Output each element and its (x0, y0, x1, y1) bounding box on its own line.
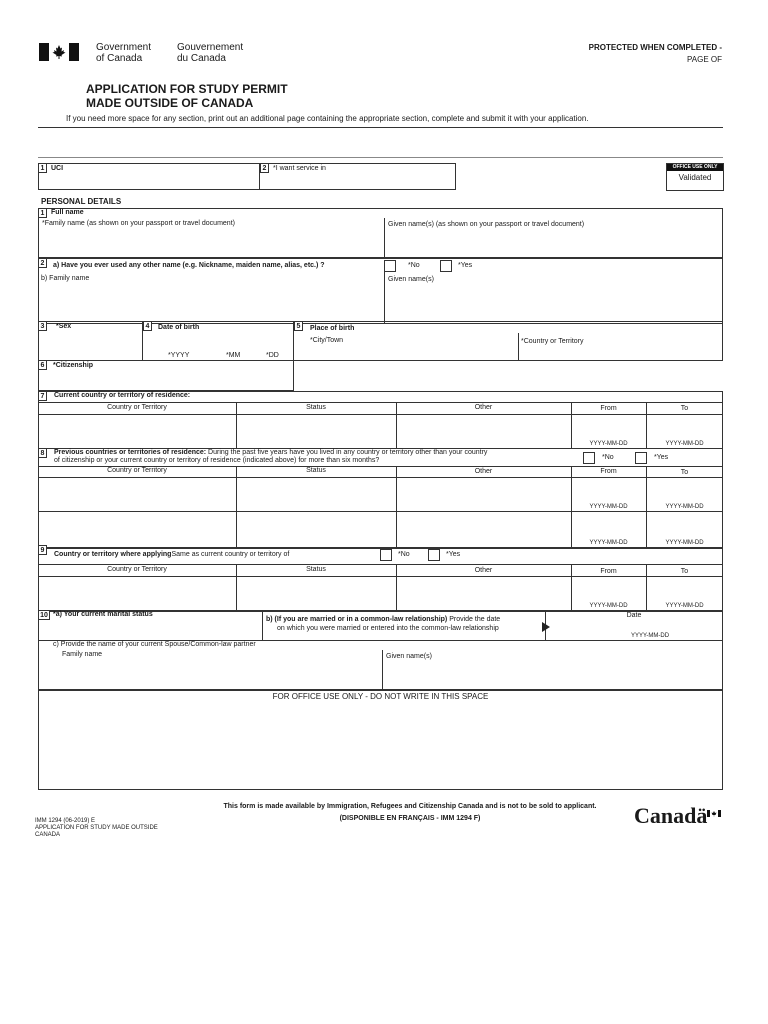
q8-col-from: From (600, 468, 617, 475)
instructions-text: If you need more space for any section, print out an additional page containing the appropriate section, complete and submit it with your application. (66, 114, 589, 123)
q10b-label-rest: Provide the date (447, 616, 501, 623)
protected-label: PROTECTED WHEN COMPLETED - (588, 43, 722, 52)
q7-col-status: Status (306, 404, 326, 411)
form-title (86, 82, 288, 110)
sex-label: *Sex (56, 323, 72, 330)
q8-col-country: Country or Territory (107, 467, 167, 474)
q8-col1 (236, 466, 237, 548)
marriage-date-input[interactable] (560, 622, 710, 632)
q7-to-format: YYYY-MM-DD (665, 441, 704, 447)
q8-label-line2: of citizenship or your current country or territory of residence (indicated above) for more than six months? (54, 457, 380, 464)
city-input[interactable] (310, 347, 514, 359)
other-names-no-label: *No (408, 262, 420, 269)
dob-input[interactable] (146, 336, 290, 350)
q9-no-checkbox[interactable] (380, 549, 392, 561)
q8-no-checkbox[interactable] (583, 452, 595, 464)
family-name-label: *Family name (as shown on your passport or travel document) (42, 220, 235, 227)
q8-col-status: Status (306, 467, 326, 474)
q8-number: 8 (38, 448, 47, 458)
q9-no-label: *No (398, 551, 410, 558)
uci-input[interactable] (42, 176, 254, 188)
q7-status-input[interactable] (240, 418, 392, 444)
spouse-name-label: c) Provide the name of your current Spouse/Common-law partner (53, 641, 256, 648)
q8-row2-country-input[interactable] (42, 515, 232, 543)
other-family-name-input[interactable] (42, 290, 378, 318)
q2-other-names-number: 2 (38, 258, 47, 268)
q8-row2-from-format: YYYY-MM-DD (589, 540, 628, 546)
dob-label: Date of birth (158, 324, 200, 331)
q8-row2-to-input[interactable] (650, 515, 720, 537)
q7-header-line (38, 402, 723, 403)
gov-fr-line1: Gouvernement (177, 42, 244, 53)
other-names-yes-label: *Yes (458, 262, 473, 269)
arrow-right-icon (542, 622, 550, 632)
q9-to-format: YYYY-MM-DD (665, 603, 704, 609)
service-language-select[interactable] (264, 176, 452, 188)
other-given-name-label: Given name(s) (388, 276, 434, 283)
other-names-question: a) Have you ever used any other name (e.g. Nickname, maiden name, alias, etc.) ? (53, 262, 325, 269)
applying-country-question (54, 551, 289, 559)
header-divider-2 (38, 157, 723, 158)
q10-number: 10 (38, 610, 50, 620)
q9-col-status: Status (306, 566, 326, 573)
q7-col-to: To (680, 405, 689, 412)
current-residence-label: Current country or territory of residence: (54, 392, 191, 399)
q9-col-other: Other (474, 567, 493, 574)
q5-number: 5 (294, 321, 303, 331)
citizenship-input[interactable] (42, 373, 290, 387)
marital-status-select[interactable] (42, 622, 260, 638)
government-name-english (96, 42, 151, 64)
q8-row-divider (38, 511, 723, 512)
form-code: IMM 1294 (06-2019) E (35, 818, 96, 824)
q7-to-input[interactable] (650, 418, 720, 438)
dob-dd: *DD (266, 352, 279, 359)
family-name-input[interactable] (42, 234, 378, 254)
q8-label-rest: During the past five years have you lived in any country or territory other than your country (206, 449, 488, 456)
service-language-label: *I want service in (273, 165, 326, 172)
marriage-date-format: YYYY-MM-DD (630, 633, 670, 639)
gov-fr-line2: du Canada (177, 53, 226, 64)
q9-header-line (38, 564, 723, 565)
personal-details-heading: PERSONAL DETAILS (41, 197, 122, 206)
q7-from-format: YYYY-MM-DD (589, 441, 628, 447)
citizenship-label: *Citizenship (53, 362, 94, 369)
spouse-given-name-label: Given name(s) (386, 653, 432, 660)
q8-col2 (396, 466, 397, 548)
form-identifier (35, 818, 158, 839)
q9-label-bold: Country or territory where applying (54, 551, 172, 558)
q7-number: 7 (38, 391, 47, 401)
form-name-line1: APPLICATION FOR STUDY MADE OUTSIDE (35, 825, 158, 831)
form-title-line1: APPLICATION FOR STUDY PERMIT (86, 82, 288, 96)
pob-country-label: *Country or Territory (521, 338, 584, 345)
government-flag-logo (39, 43, 79, 61)
q1-number: 1 (38, 163, 47, 173)
q7-col-from: From (600, 405, 617, 412)
other-names-yes-checkbox[interactable] (440, 260, 452, 272)
q9-label-rest: Same as current country or territory of (171, 551, 290, 558)
header-divider (38, 127, 723, 128)
q8-yes-checkbox[interactable] (635, 452, 647, 464)
french-availability-notice: (DISPONIBLE EN FRANÇAIS - IMM 1294 F) (339, 815, 481, 822)
canada-wordmark-flag (707, 804, 721, 811)
q8-row1-to-input[interactable] (650, 481, 720, 501)
q9-col-from: From (600, 568, 617, 575)
q8-row1-status-input[interactable] (240, 481, 392, 507)
marital-status-label: *a) Your current marital status (53, 611, 153, 618)
q8-no-label: *No (602, 454, 614, 461)
q9-yes-label: *Yes (446, 551, 461, 558)
q4-number: 4 (143, 321, 152, 331)
office-use-only-badge: OFFICE USE ONLY (667, 164, 723, 171)
form-title-line2: MADE OUTSIDE OF CANADA (86, 96, 254, 110)
uci-label: UCI (51, 165, 64, 172)
q9-from-input[interactable] (574, 580, 644, 600)
previous-residence-question (54, 449, 487, 457)
q3-number: 3 (38, 321, 47, 331)
pob-country-input[interactable] (522, 348, 718, 359)
q2-number: 2 (260, 163, 269, 173)
q8-row1-other-input[interactable] (400, 481, 567, 507)
q7-other-input[interactable] (400, 418, 567, 444)
dob-mm: *MM (226, 352, 241, 359)
q8-row2-status-input[interactable] (240, 515, 392, 543)
spouse-family-name-input[interactable] (62, 662, 378, 684)
q9-colhead-line (38, 576, 723, 577)
other-family-name-label: b) Family name (41, 275, 90, 282)
q7-col-country: Country or Territory (107, 404, 167, 411)
dob-yyyy: *YYYY (168, 352, 190, 359)
city-label: *City/Town (310, 337, 344, 344)
sex-select[interactable] (42, 335, 138, 357)
q8-row2-from-input[interactable] (574, 515, 644, 537)
government-name-french (177, 42, 243, 64)
spouse-given-name-input[interactable] (386, 664, 718, 686)
q9-col-country: Country or Territory (107, 566, 167, 573)
q10b-label-bold: b) (If you are married or in a common-law relationship) (266, 616, 448, 623)
validated-label: Validated (678, 173, 712, 182)
given-name-input[interactable] (388, 234, 718, 254)
q8-row1-to-format: YYYY-MM-DD (665, 504, 704, 510)
q8-col-to: To (680, 469, 689, 476)
q10-divider-a (262, 610, 263, 640)
q8-label-bold: Previous countries or territories of residence: (54, 449, 207, 456)
full-name-divider (384, 218, 385, 258)
q9-country-input[interactable] (42, 580, 232, 608)
office-use-label: FOR OFFICE USE ONLY - DO NOT WRITE IN THIS SPACE (272, 692, 489, 701)
q9-col-to: To (680, 568, 689, 575)
q8-col-other: Other (474, 468, 493, 475)
full-name-label: Full name (51, 209, 84, 216)
q9-from-format: YYYY-MM-DD (589, 603, 628, 609)
q8-row1-country-input[interactable] (42, 481, 232, 507)
other-given-name-input[interactable] (388, 290, 718, 318)
q7-colhead-line (38, 414, 723, 415)
q8-row1-from-input[interactable] (574, 481, 644, 501)
spouse-family-name-label: Family name (62, 651, 103, 658)
marriage-date-question (266, 616, 500, 624)
q6-number: 6 (38, 360, 47, 370)
pob-label: Place of birth (310, 325, 355, 332)
q7-from-input[interactable] (574, 418, 644, 438)
not-for-sale-notice: This form is made available by Immigration, Refugees and Citizenship Canada and is not to be sold to applicant. (223, 803, 597, 810)
q7-col-other: Other (474, 404, 493, 411)
q1-full-name-number: 1 (38, 208, 47, 218)
given-name-label: Given name(s) (as shown on your passport or travel document) (388, 221, 585, 228)
page-of-label: PAGE OF (687, 55, 722, 64)
form-name-line2: CANADA (35, 832, 61, 838)
other-names-divider (384, 272, 385, 324)
canada-wordmark: Canadä (634, 803, 708, 828)
q8-row2-other-input[interactable] (400, 515, 567, 543)
q8-row1-from-format: YYYY-MM-DD (589, 504, 628, 510)
q8-yes-label: *Yes (654, 454, 669, 461)
q9-to-input[interactable] (650, 580, 720, 600)
marriage-date-label: Date (626, 612, 642, 619)
q8-colhead-line (38, 477, 723, 478)
q9-yes-checkbox[interactable] (428, 549, 440, 561)
gov-en-line2: of Canada (96, 53, 143, 64)
other-names-no-checkbox[interactable] (384, 260, 396, 272)
q7-country-input[interactable] (42, 418, 232, 444)
q8-row2-to-format: YYYY-MM-DD (665, 540, 704, 546)
q10b-line2: on which you were married or entered into the common-law relationship (277, 625, 499, 632)
gov-en-line1: Government (96, 42, 152, 53)
q9-other-input[interactable] (400, 580, 567, 608)
q10c-divider (382, 650, 383, 690)
pob-divider (518, 333, 519, 361)
q9-status-input[interactable] (240, 580, 392, 608)
q9-number: 9 (38, 545, 47, 555)
office-use-area (38, 690, 723, 790)
